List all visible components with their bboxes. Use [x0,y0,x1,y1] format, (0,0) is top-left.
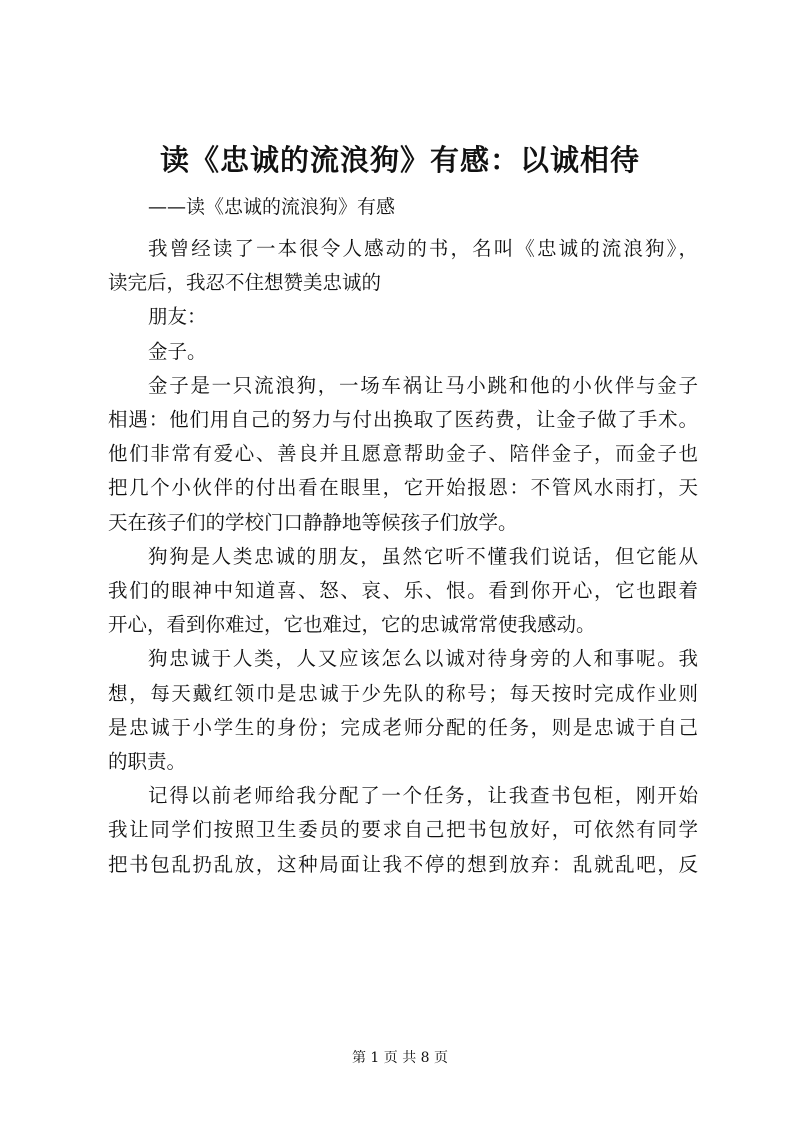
body-line: 金子是一只流浪狗，一场车祸让马小跳和他的小伙伴与金子 [148,373,698,397]
document-title: 读《忠诚的流浪狗》有感：以诚相待 [159,143,640,177]
body-line: 他们非常有爱心、善良并且愿意帮助金子、陪伴金子，而金子也 [108,442,698,466]
body-line: 把几个小伙伴的付出看在眼里，它开始报恩：不管风水雨打，天 [108,476,698,500]
body-line: 把书包乱扔乱放，这种局面让我不停的想到放弃：乱就乱吧，反 [108,852,698,876]
document-subtitle: ——读《忠诚的流浪狗》有感 [148,196,396,218]
body-line: 狗忠诚于人类，人又应该怎么以诚对待身旁的人和事呢。我 [148,647,698,671]
body-line: 记得以前老师给我分配了一个任务，让我查书包柜，刚开始 [148,784,698,808]
body-line: 朋友： [148,305,207,329]
document-body [108,232,698,882]
body-line: 我曾经读了一本很令人感动的书，名叫《忠诚的流浪狗》， [148,237,698,260]
body-line: 狗狗是人类忠诚的朋友，虽然它听不懂我们说话，但它能从 [148,544,698,568]
body-line: 想，每天戴红领巾是忠诚于少先队的称号；每天按时完成作业则 [108,681,698,705]
page-footer: 第 1 页 共 8 页 [351,1050,449,1066]
body-line: 读完后，我忍不住想赞美忠诚的 [108,271,382,295]
body-line: 相遇：他们用自己的努力与付出换取了医药费，让金子做了手术。 [108,408,698,432]
body-line: 我们的眼神中知道喜、怒、哀、乐、恨。看到你开心，它也跟着 [108,579,698,603]
body-line: 开心，看到你难过，它也难过，它的忠诚常常使我感动。 [108,613,596,637]
body-line: 是忠诚于小学生的身份；完成老师分配的任务，则是忠诚于自己 [108,715,698,739]
body-line: 我让同学们按照卫生委员的要求自己把书包放好，可依然有同学 [108,818,698,842]
body-line: 的职责。 [108,750,187,774]
body-line: 天在孩子们的学校门口静静地等候孩子们放学。 [108,510,518,534]
body-line: 金子。 [148,339,207,363]
